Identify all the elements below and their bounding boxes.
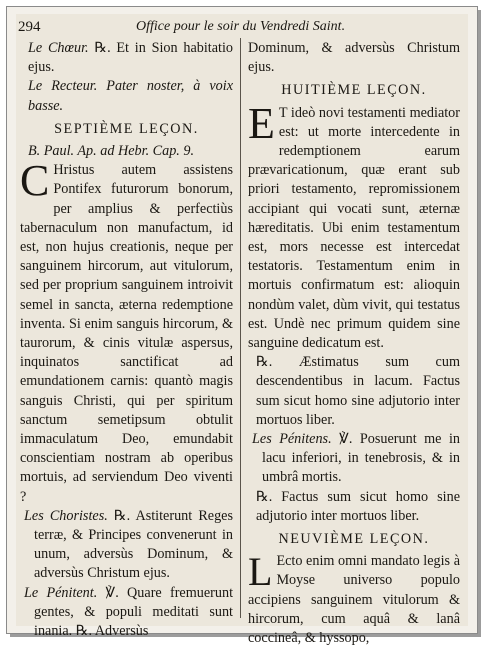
column-divider (240, 38, 241, 618)
running-head: Office pour le soir du Vendredi Saint. (136, 19, 346, 34)
choristes-role: Les Choristes. (24, 507, 108, 524)
frame-shadow-right (478, 10, 481, 636)
drop-cap-l: L (248, 549, 273, 595)
choeur-role: Le Chœur. (28, 40, 89, 56)
choeur-text: ℞. Et in Sion habitatio ejus. (28, 40, 234, 76)
ninth-lesson-text (248, 549, 460, 648)
ninth-lesson-body: Ecto enim omni mandato legis à Moyse universo populo accipiens sanguinem vitulorum & hircorum, cum aquâ & lanâ coccineâ, & hyssopo, (248, 553, 460, 647)
recteur-text: Pater noster, à voix basse. (28, 78, 234, 114)
eighth-lesson-body: T ideò novi testamenti mediator est: ut morte intercedente in redemptionem earum prævaricationum, quæ erant sub priori testamento, repromissionem accipiant qui vocati sunt, æternæ hæreditatis. Ubi enim testamentum est, mors necesse est intercedat testatoris. Testamentum enim in mortuis confirmatum est: alioquin nondùm valet, dùm vivit, qui testatus est. Undè nec primum quidem sine sanguine dedicatum est. (248, 104, 460, 352)
left-column (20, 39, 233, 641)
continued-response: Dominum, & adversùs Christum ejus. (248, 40, 460, 76)
book-page (16, 14, 468, 647)
penitent-text: ℣. Quare fremuerunt gentes, & populi meditati sunt inania. ℞. Adversùs (34, 584, 234, 640)
page-number: 294 (18, 19, 41, 35)
eighth-lesson-text (248, 98, 460, 354)
right-column (248, 39, 460, 648)
eighth-response-repeat: ℞. Factus sum sicut homo sine adjutorio inter mortuos liber. (256, 488, 460, 524)
penitent-versicle (20, 584, 233, 642)
eighth-response: ℞. Æstimatus sum cum descendentibus in lacum. Factus sum sicut homo sine adjutorio inter mortuos liber. (256, 354, 460, 428)
heading-eighth-lesson: HUITIÈME LEÇON. (281, 82, 427, 99)
penitent-role: Le Pénitent. (24, 584, 98, 601)
recteur-line (20, 77, 233, 115)
choristes-response (20, 507, 233, 584)
lesson-source: B. Paul. Ap. ad Hebr. Cap. 9. (28, 143, 195, 160)
penitens-text: ℣. Posuerunt me in lacu inferiori, in tenebrosis, & in umbrâ mortis. (262, 431, 461, 486)
heading-seventh-lesson: SEPTIÈME LEÇON. (54, 120, 199, 137)
penitens-role: Les Pénitens. (252, 431, 332, 448)
drop-cap-e: E (248, 98, 275, 148)
choristes-text: ℞. Astiterunt Reges terræ, & Principes convenerunt in unum, adversùs Dominum, & adversùs Christum ejus. (34, 507, 233, 582)
penitens-versicle (248, 430, 460, 488)
heading-ninth-lesson: NEUVIÈME LEÇON. (278, 531, 430, 548)
drop-cap-c: C (20, 156, 50, 206)
seventh-lesson-text (20, 156, 233, 507)
recteur-role: Le Recteur. (28, 78, 98, 95)
seventh-lesson-body: Hristus autem assistens Pontifex futurorum bonorum, per amplius & perfectiùs tabernaculum non manufactum, id est, non hujus creationis, neque per sanguinem hircorum, aut vitulorum, sed per proprium sanguinem introivit semel in sancta, æterna redemptione inventa. Si enim sanguis hircorum, & taurorum, & cinis vitulæ aspersus, inquinatos sanctificat ad emundationem carnis: quantò magis sanguis Christi, qui per spiritum sanctum semetipsum obtulit immaculatum Deo, emundabit conscientiam nostram ab operibus mortuis, ad serviendum Deo viventi ? (20, 162, 233, 505)
choeur-response (20, 39, 233, 77)
